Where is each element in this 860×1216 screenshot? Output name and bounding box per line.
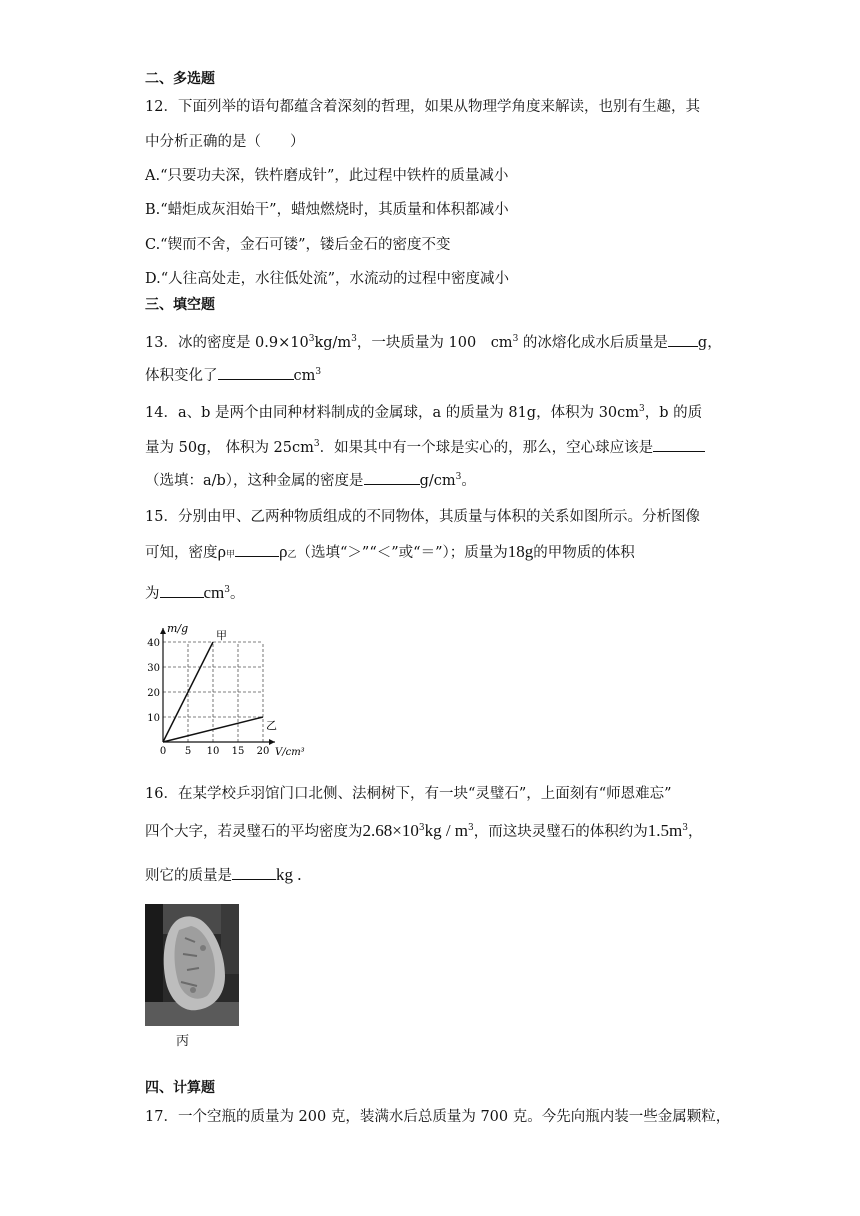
q14-blank-hollow-ball[interactable] (653, 437, 705, 452)
q14-line3: （选填：a/b），这种金属的密度是 $g/cm^3$。 (145, 469, 476, 490)
y-tick-label: 20 (147, 688, 160, 699)
photo-caption: 丙 (176, 1034, 190, 1049)
chart-grid (163, 642, 263, 742)
q16-line3: 则它的质量是 kg . (145, 865, 302, 884)
q12-option-d: D.“人往高处走，水往低处流”，水流动的过程中密度减小 (145, 271, 510, 287)
q14-blank-density[interactable] (364, 470, 420, 485)
x-axis-arrow (269, 739, 275, 745)
q13-line1: 13．冰的密度是 $0.9\times 10^3kg/m^3$，一块质量为 100 $cm^3$ 的冰熔化成水后质量是 g， (145, 331, 722, 352)
q12-option-b: B.“蜡炬成灰泪始干”，蜡烛燃烧时，其质量和体积都减小 (145, 202, 509, 218)
section-heading-multiple-choice: 二、多选题 (145, 71, 215, 87)
x-axis-label: V/cm³ (275, 747, 305, 758)
mass-volume-chart (145, 618, 315, 760)
x-tick-label: 20 (256, 746, 270, 757)
q13-blank-volume[interactable] (218, 365, 294, 380)
q14-line2: 量为 50g， 体积为 $25cm^3$．如果其中有一个球是实心的，那么，空心球应该是 (145, 436, 705, 457)
series-label-2: 乙 (266, 719, 277, 732)
y-tick-label: 10 (147, 713, 160, 724)
y-axis-label: m/g (167, 622, 189, 635)
q15-line3: 为 $cm^3$。 (145, 583, 245, 602)
q12-stem-line1: 12．下面列举的语句都蕴含着深刻的哲理，如果从物理学角度来解读，也别有生趣，其 (145, 99, 700, 115)
q16-blank-mass[interactable] (232, 865, 276, 880)
q14-line1: 14．a、b 是两个由同种材料制成的金属球，a 的质量为 81g，体积为 $30cm^3$，b 的质 (145, 404, 703, 421)
q17-line1: 17．一个空瓶的质量为 200 克，装满水后总质量为 700 克。今先向瓶内装一些金属颗粒， (145, 1109, 731, 1125)
q15-line2: 可知，密度ρ甲 ρ乙（选填“＞”“＜”或“＝”）；质量为18g的甲物质的体积 (145, 542, 635, 561)
q15-line1: 15．分别由甲、乙两种物质组成的不同物体，其质量与体积的关系如图所示。分析图像 (145, 509, 700, 525)
y-axis-arrow (160, 628, 166, 634)
x-tick-label: 10 (206, 746, 220, 757)
q12-option-c: C.“锲而不舍，金石可镂”，镂后金石的密度不变 (145, 237, 451, 253)
x-tick-label: 15 (231, 746, 245, 757)
q16-line1: 16．在某学校乒羽馆门口北侧、法桐树下，有一块“灵璧石”，上面刻有“师恩难忘” (145, 786, 672, 802)
y-tick-label: 40 (147, 638, 160, 649)
q13-line2: 体积变化了 $cm^3$ (145, 364, 321, 385)
q12-stem-line2: 中分析正确的是（ ） (145, 134, 305, 150)
rho-symbol: ρ (217, 542, 226, 561)
chart-series (163, 629, 277, 742)
lingbi-stone-photo (145, 904, 239, 1026)
section-heading-fill-in: 三、填空题 (145, 297, 215, 313)
chart-axes (160, 628, 275, 745)
section-heading-calculation: 四、计算题 (145, 1080, 215, 1096)
x-tick-label: 5 (184, 746, 192, 757)
series-label-1: 甲 (216, 629, 227, 642)
x-tick-label: 0 (159, 746, 167, 757)
q15-blank-volume[interactable] (160, 583, 204, 598)
q12-option-a: A.“只要功夫深，铁杵磨成针”，此过程中铁杵的质量减小 (145, 168, 509, 184)
chart-ticks (147, 638, 269, 757)
q15-blank-compare[interactable] (235, 542, 279, 557)
y-tick-label: 30 (147, 663, 160, 674)
q16-line2: 四个大字，若灵璧石的平均密度为$2.68\times 10^3kg / m^3$，而这块灵璧石的体积约为$1.5m^3$， (145, 821, 703, 840)
q13-blank-mass[interactable] (668, 332, 698, 347)
